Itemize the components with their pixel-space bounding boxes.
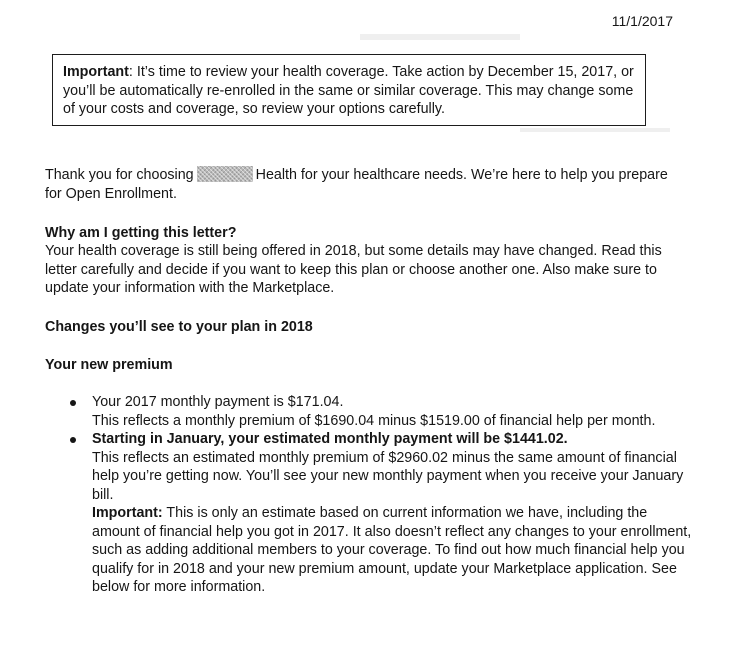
- why-body: Your health coverage is still being offered in 2018, but some details may have changed. Read this letter carefully and decide if you want to keep this plan or choose another one. Also make sure to update your information with the Marketplace.: [45, 243, 662, 296]
- redacted-company-name: [197, 166, 253, 182]
- current-payment-line: Your 2017 monthly payment is $171.04.: [92, 394, 344, 410]
- scan-artifact: [360, 34, 520, 40]
- estimate-important-text: This is only an estimate based on current information we have, including the amount of financial help you got in 2017. It also doesn’t reflect any changes to your enrollment, such as adding additional members to your coverage. To find out how much financial help you qualify for in 2018 and your new premium amount, update your Marketplace application. See below for more information.: [92, 505, 692, 595]
- estimated-payment-detail: This reflects an estimated monthly premium of $2960.02 minus the same amount of financial help you’re getting now. You’ll see your new monthly payment when you receive your January bill.: [92, 449, 684, 503]
- important-label: Important: [63, 64, 129, 80]
- intro-text-start: Thank you for choosing: [45, 167, 194, 183]
- intro-text-end: Health for your healthcare needs. We’re here to help you prepare for Open Enrollment.: [45, 167, 668, 202]
- important-notice-text: : It’s time to review your health coverage. Take action by December 15, 2017, or you’ll be automatically re-enrolled in the same or similar coverage. This may change some of your costs and coverage, so review your options carefully.: [63, 64, 634, 117]
- bullet-dot-icon: [70, 437, 76, 443]
- premium-heading: Your new premium: [45, 357, 173, 373]
- current-payment-detail: This reflects a monthly premium of $1690.04 minus $1519.00 of financial help per month.: [92, 412, 656, 429]
- premium-bullet-list: [45, 393, 695, 597]
- bullet-dot-icon: [70, 400, 76, 406]
- important-notice-box: [52, 54, 646, 126]
- bullet-estimated-payment: [45, 430, 695, 597]
- bullet-current-payment: [45, 393, 695, 430]
- estimated-payment-lead-text: Starting in January, your estimated monthly payment will be $1441.02.: [92, 431, 568, 447]
- estimate-important-label: Important:: [92, 505, 163, 521]
- intro-paragraph: [45, 166, 685, 203]
- letter-date: 11/1/2017: [611, 13, 673, 29]
- why-heading: Why am I getting this letter?: [45, 225, 237, 241]
- estimate-important-note: [92, 504, 695, 597]
- estimated-payment-lead: [92, 430, 695, 449]
- changes-heading: Changes you’ll see to your plan in 2018: [45, 319, 313, 335]
- scan-artifact: [520, 128, 670, 132]
